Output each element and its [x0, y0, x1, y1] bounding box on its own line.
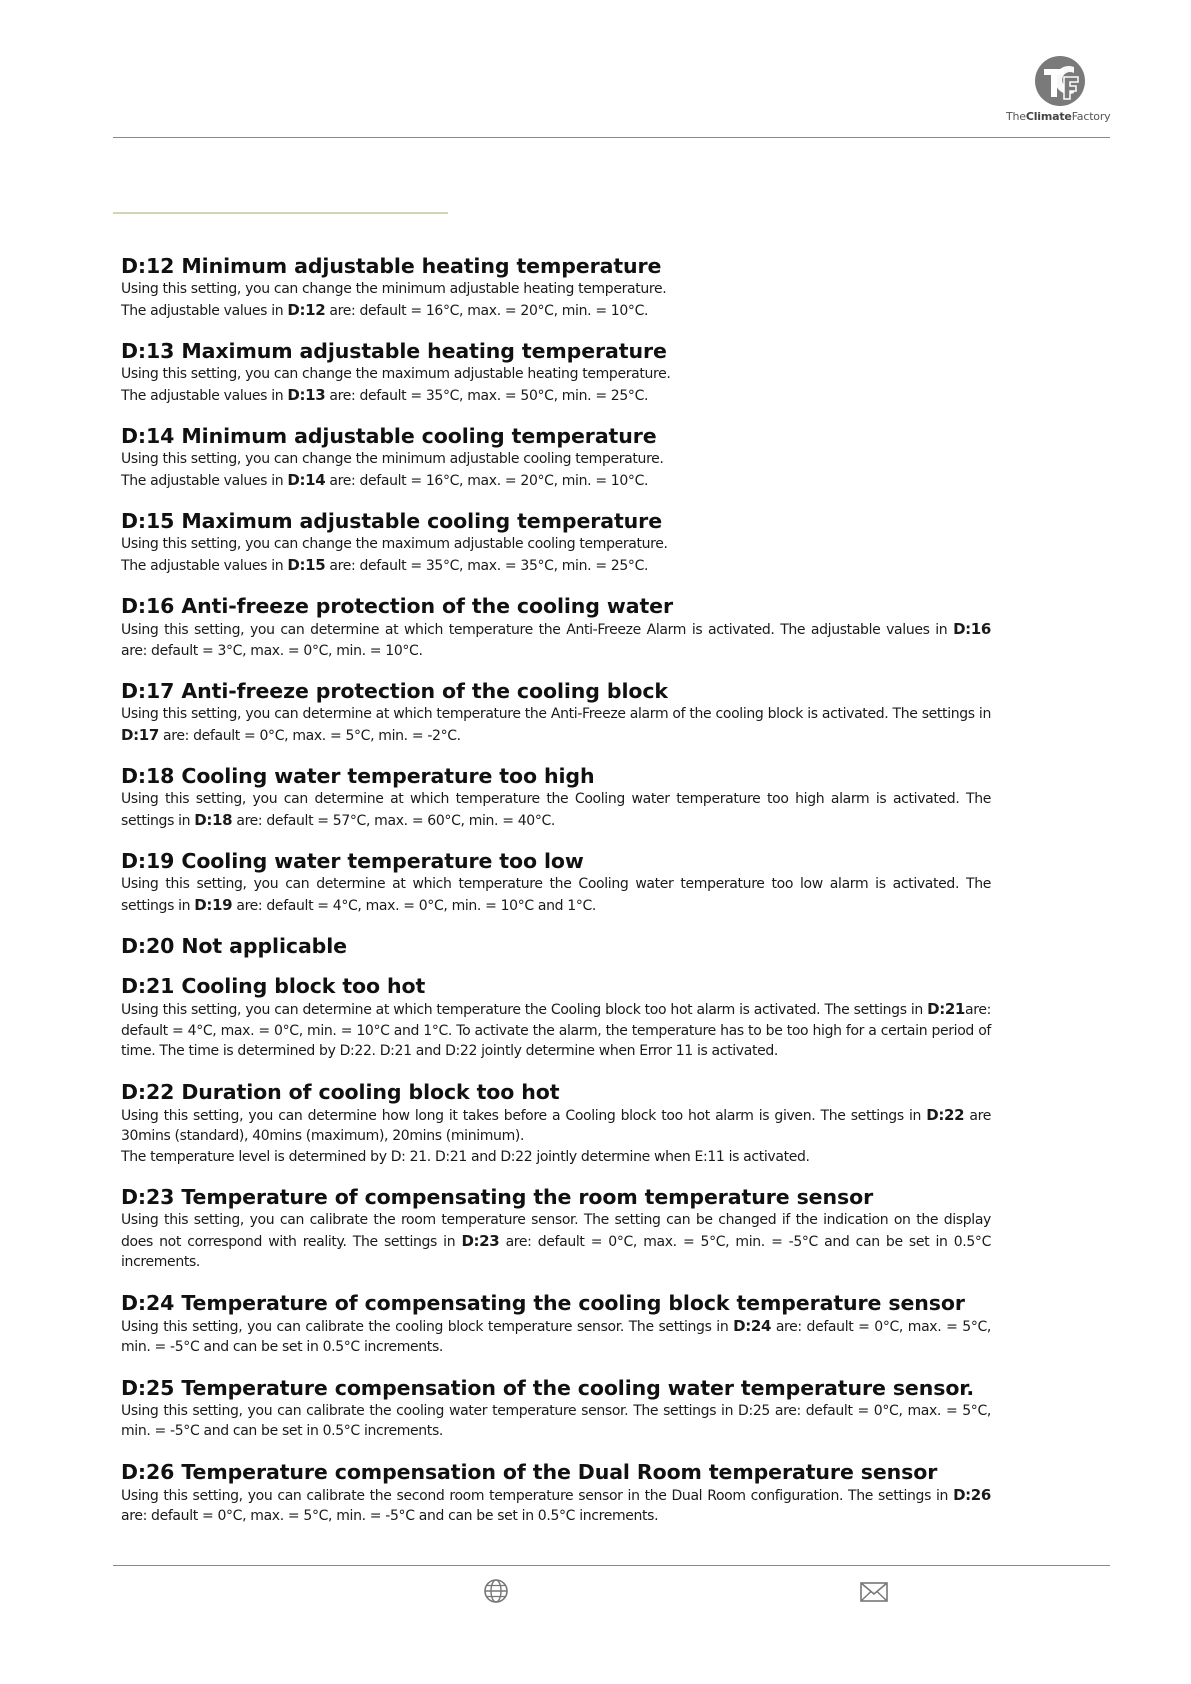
section-d22 — [121, 1079, 991, 1168]
section-body: Using this setting, you can determine at which temperature the Cooling water temperature too high alarm is activated. The settings in D:18 are: default = 57°C, max. = 60°C, min. = 40°C. — [121, 791, 991, 829]
section-d23 — [121, 1184, 991, 1273]
section-title: D:17 Anti-freeze protection of the cooling block — [121, 679, 668, 703]
section-title: D:15 Maximum adjustable cooling temperature — [121, 509, 662, 533]
section-d15 — [121, 508, 991, 576]
section-title: D:18 Cooling water temperature too high — [121, 764, 595, 788]
section-body: Using this setting, you can determine at which temperature the Cooling water temperature too low alarm is activated. The settings in D:19 are: default = 4°C, max. = 0°C, min. = 10°C and 1°C. — [121, 876, 991, 914]
section-d16 — [121, 593, 991, 661]
globe-icon — [483, 1578, 509, 1604]
accent-rule — [113, 212, 448, 214]
section-d25 — [121, 1375, 991, 1442]
section-d14 — [121, 423, 991, 491]
settings-list — [121, 253, 991, 1544]
section-title: D:24 Temperature of compensating the cooling block temperature sensor — [121, 1290, 965, 1315]
section-body: Using this setting, you can calibrate the cooling block temperature sensor. The settings in D:24 are: default = 0°C, max. = 5°C, min. = -5°C and can be set in 0.5°C increments. — [121, 1316, 991, 1355]
company-logo — [1000, 55, 1120, 125]
section-title: D:23 Temperature of compensating the room temperature sensor — [121, 1185, 874, 1209]
mail-icon — [860, 1582, 888, 1602]
section-body: Using this setting, you can calibrate the cooling water temperature sensor. The settings in D:25 are: default = 0°C, max. = 5°C, min. = -5°C and can be set in 0.5°C increments. — [121, 1402, 991, 1439]
section-title: D:16 Anti-freeze protection of the cooling water — [121, 594, 673, 618]
tcf-monogram-icon — [1034, 55, 1086, 107]
section-d20 — [121, 933, 991, 959]
footer-rule — [113, 1565, 1110, 1566]
section-title: D:14 Minimum adjustable cooling temperature — [121, 424, 657, 448]
section-title: D:12 Minimum adjustable heating temperature — [121, 254, 662, 278]
section-body: Using this setting, you can determine at which temperature the Cooling block too hot alarm is activated. The settings in D:21are: default = 4°C, max. = 0°C, min. = 10°C and 1°C. To activate the alarm, the temperature has to be too high for a certain period of time. The time is determined by D:22. D:21 and D:22 jointly determine when Error 11 is activated. — [121, 1000, 991, 1059]
section-d19 — [121, 848, 991, 916]
company-name: TheClimateFactory — [1006, 110, 1111, 123]
section-body: Using this setting, you can determine at which temperature the Anti-Freeze Alarm is activated. The adjustable values in D:16 are: default = 3°C, max. = 0°C, min. = 10°C. — [121, 620, 991, 659]
section-body: Using this setting, you can determine how long it takes before a Cooling block too hot alarm is given. The settings in D:22 are 30mins (standard), 40mins (maximum), 20mins (minimum). The temperature level is determined by D: 21. D:21 and D:22 jointly determine when E:11 is activated. — [121, 1105, 991, 1165]
section-title: D:19 Cooling water temperature too low — [121, 849, 584, 873]
header-rule — [113, 137, 1110, 138]
section-body: Using this setting, you can determine at which temperature the Anti-Freeze alarm of the cooling block is activated. The settings in D:17 are: default = 0°C, max. = 5°C, min. = -2°C. — [121, 706, 991, 744]
section-body: Using this setting, you can change the minimum adjustable cooling temperature. The adjustable values in D:14 are: default = 16°C, max. = 20°C, min. = 10°C. — [121, 451, 664, 489]
section-d12 — [121, 253, 991, 321]
section-d17 — [121, 678, 991, 746]
section-body: Using this setting, you can calibrate the second room temperature sensor in the Dual Room configuration. The settings in D:26 are: default = 0°C, max. = 5°C, min. = -5°C and can be set in 0.5°C increments. — [121, 1485, 991, 1524]
section-d18 — [121, 763, 991, 831]
section-d13 — [121, 338, 991, 406]
section-d24 — [121, 1290, 991, 1358]
section-body: Using this setting, you can change the maximum adjustable cooling temperature. The adjustable values in D:15 are: default = 35°C, max. = 35°C, min. = 25°C. — [121, 536, 668, 574]
section-body: Using this setting, you can change the minimum adjustable heating temperature. The adjustable values in D:12 are: default = 16°C, max. = 20°C, min. = 10°C. — [121, 281, 667, 319]
section-title: D:13 Maximum adjustable heating temperature — [121, 339, 667, 363]
section-body: Using this setting, you can change the maximum adjustable heating temperature. The adjustable values in D:13 are: default = 35°C, max. = 50°C, min. = 25°C. — [121, 366, 671, 404]
section-title: D:26 Temperature compensation of the Dual Room temperature sensor — [121, 1459, 938, 1484]
section-title: D:22 Duration of cooling block too hot — [121, 1079, 560, 1104]
section-title: D:20 Not applicable — [121, 934, 347, 958]
section-body: Using this setting, you can calibrate the room temperature sensor. The setting can be changed if the indication on the display does not correspond with reality. The settings in D:23 are: default = 0°C, max. = 5°C, min. = -5°C and can be set in 0.5°C increments. — [121, 1212, 992, 1270]
section-title: D:21 Cooling block too hot — [121, 974, 426, 998]
section-d21 — [121, 973, 991, 1062]
section-d26 — [121, 1459, 991, 1527]
section-title: D:25 Temperature compensation of the cooling water temperature sensor. — [121, 1375, 975, 1400]
